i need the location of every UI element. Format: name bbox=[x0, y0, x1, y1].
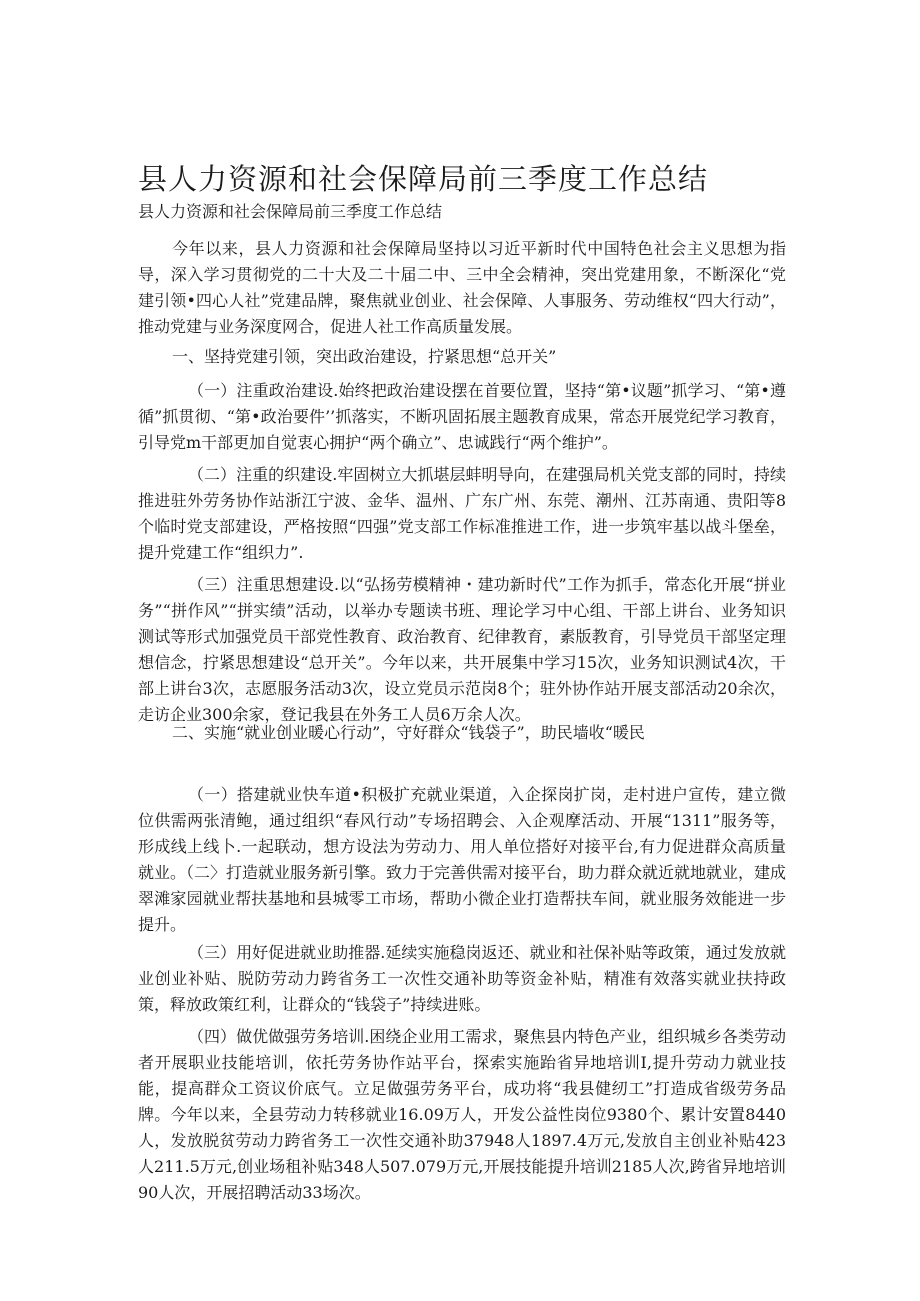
section-1-item-3: （三）注重思想建设.以“弘扬劳模精神・建功新时代”工作为抓手，常态化开展“拼业务”“拼作风”“拼实绩”活动，以举办专题读书班、理论学习中心组、干部上讲台、业务知识测试等形式加强党员干部党性教育、政治教育、纪律教育，素版教育，引导党员干部坚定理想信念，拧紧思想建设“总开关”。今年以来，共开展集中学习15次，业务知识测试4次，干部上讲台3次，志愿服务活动3次，设立党员示范岗8个；驻外协作站开展支部活动20余次，走访企业300余家，登记我县在外务工人员6万余人次。 bbox=[138, 575, 786, 724]
section-2-item-3: （四）做优做强劳务培训.困绕企业用工需求，聚焦县内特色产业，组织城乡各类劳动者开展职业技能培训，依托劳务协作站平台，探索实施跆省异地培训I,提升劳动力就业技能，提高群众工资议价底气。立足做强劳务平台，成功将“我县健纫工”打造成省级劳务品牌。今年以来，全县劳动力转移就业16.09万人，开发公益性岗位9380个、累计安置8440人，发放脱贫劳动力跨省务工一次性交通补助37948人1897.4万元,发放自主创业补贴423人211.5万元,创业场租补贴348人507.079万元,开展技能提升培训2185人次,跨省异地培训90人次，开展招聘活动33场次。 bbox=[138, 1027, 786, 1202]
section-1-item-1: （一）注重政治建设.始终把政治建设摆在首要位置，坚持“第•议题”抓学习、“第•遵循”抓贯彻、“第•政治要件’’抓落实，不断巩固拓展主题教育成果，常态开展党纪学习教育，引导党m干部更加自觉衷心拥护“两个确立”、忠诚践行“两个维护”。 bbox=[138, 381, 786, 452]
document-subtitle: 县人力资源和社会保障局前三季度工作总结 bbox=[138, 202, 443, 221]
document-title: 县人力资源和社会保障局前三季度工作总结 bbox=[138, 162, 709, 197]
section-2-heading: 二、实施“就业创业暖心行动”，守好群众“钱袋子”，助民墙收“暖民 bbox=[172, 723, 645, 742]
section-2-item-1: （一）搭建就业快车道•积极扩充就业渠道，入企探岗扩岗，走村进户宣传，建立微位供需两张清鲍，通过组织“春风行动”专场招聘会、入企观摩活动、开展“1311”服务等，形成线上线卜.一起联动，想方设法为劳动力、用人单位搭好对接平台,有力促进群众高质量就业。（二〉打造就业服务新引擎。致力于完善供需对接平台，助力群众就近就地就业，建成翠滩家园就业帮扶基地和县城零工市场，帮助小微企业打造帮扶车间，就业服务效能进一步提升。 bbox=[138, 785, 787, 934]
intro-paragraph: 今年以来，县人力资源和社会保障局坚持以习近平新时代中国特色社会主义思想为指导，深入学习贯彻党的二十大及二十届二中、三中全会精神，突出党建用象，不断深化“党建引领•四心人社”党建品牌，聚焦就业创业、社会保障、人事服务、劳动维权“四大行动”，推动党建与业务深度网合，促进人社工作高质量发展。 bbox=[138, 239, 786, 336]
section-1-heading: 一、坚持党建引领，突出政治建设，拧紧思想“总开关” bbox=[172, 347, 557, 366]
section-1-item-2: （二）注重的织建设.牢固树立大抓堪层蚌明导向，在建强局机关党支部的同时，持续推进驻外劳务协作站浙江宁波、金华、温州、广东广州、东莞、潮州、江苏南通、贵阳等8个临时党支部建设，严格按照“四强”党支部工作标准推进工作，进一步筑牢基以战斗堡垒，提升党建工作“组织力”. bbox=[138, 465, 786, 562]
section-2-item-2: （三）用好促进就业助推器.延续实施稳岗返还、就业和社保补贴等政策，通过发放就业创业补贴、脱防劳动力跨省务工一次性交通补助等资金补贴，精准有效落实就业扶持政策，释放政策红利，让群众的“钱袋子”持续进账。 bbox=[138, 943, 786, 1014]
